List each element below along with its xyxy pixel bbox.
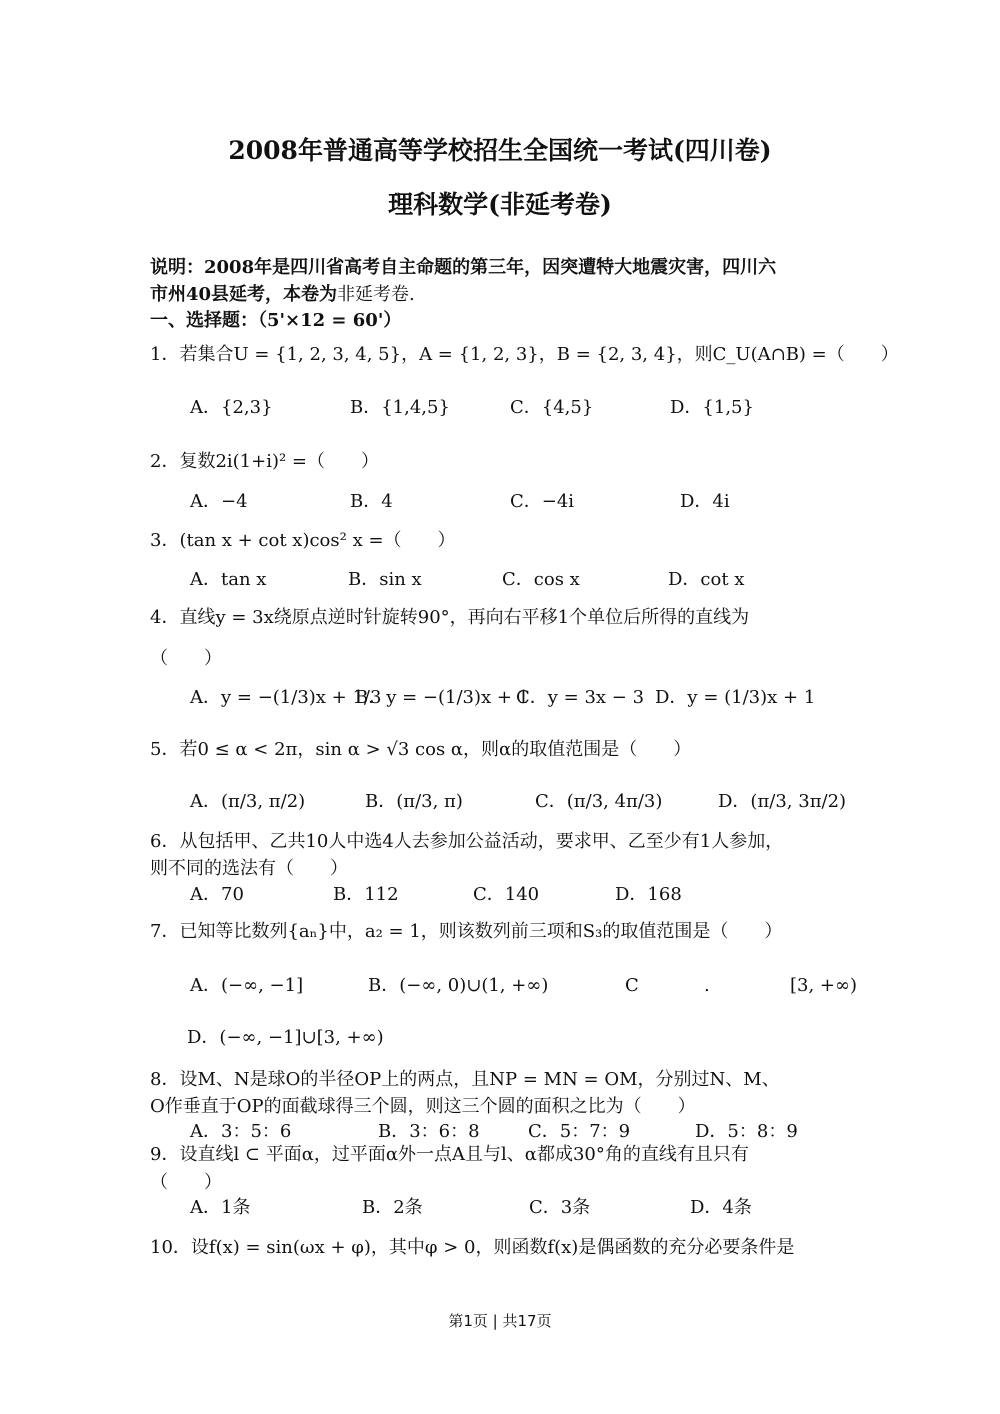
question-2-stem: 2．复数2i(1+i)² =（ ） xyxy=(150,451,380,472)
q2-option-d: D．4i xyxy=(680,491,730,512)
q4-option-d: D．y = (1/3)x + 1 xyxy=(655,687,816,708)
note-line-2-normal: 非延考卷. xyxy=(337,284,415,305)
question-7-stem: 7．已知等比数列{aₙ}中，a₂ = 1，则该数列前三项和S₃的取值范围是（ ） xyxy=(150,921,783,942)
question-7-option-d-row xyxy=(0,1018,1000,1058)
question-5-stem: 5．若0 ≤ α < 2π，sin α > √3 cos α，则α的取值范围是（ ） xyxy=(150,739,692,760)
exam-subtitle: 理科数学(非延考卷) xyxy=(388,190,612,219)
q4-option-a: A．y = −(1/3)x + 1/3 xyxy=(190,687,382,708)
question-8-stem: 8．设M、N是球O的半径OP上的两点，且NP = MN = OM，分别过N、M、 xyxy=(150,1069,780,1090)
q9-option-d: D．4条 xyxy=(690,1197,752,1218)
q1-option-c: C．{4,5} xyxy=(510,397,594,418)
question-2-options xyxy=(0,482,1000,522)
q7-option-b: B．(−∞, 0)∪(1, +∞) xyxy=(368,975,549,996)
q1-option-a: A．{2,3} xyxy=(190,397,273,418)
question-6-options xyxy=(0,875,1000,915)
q4-option-c: C．y = 3x − 3 xyxy=(516,687,645,708)
q5-option-a: A．(π/3, π/2) xyxy=(190,791,306,812)
q3-option-c: C．cos x xyxy=(502,569,580,590)
q3-option-a: A．tan x xyxy=(190,569,267,590)
q3-option-b: B．sin x xyxy=(348,569,422,590)
question-1-stem: 1．若集合U = {1, 2, 3, 4, 5}，A = {1, 2, 3}，B = {2, 3, 4}，则C_U(A∩B) =（ ） xyxy=(150,344,899,365)
question-4-stem-2: （ ） xyxy=(150,648,222,669)
q5-option-b: B．(π/3, π) xyxy=(365,791,463,812)
q7-option-c-value: [3, +∞) xyxy=(790,975,858,996)
question-6-stem-2: 则不同的选法有（ ） xyxy=(150,858,348,879)
q6-option-a: A．70 xyxy=(190,884,244,905)
q5-option-c: C．(π/3, 4π/3) xyxy=(535,791,663,812)
q1-option-d: D．{1,5} xyxy=(670,397,754,418)
question-7-options xyxy=(0,966,1000,1006)
q6-option-b: B．112 xyxy=(333,884,399,905)
q9-option-c: C．3条 xyxy=(529,1197,591,1218)
question-8-stem-2: O作垂直于OP的面截球得三个圆，则这三个圆的面积之比为（ ） xyxy=(150,1096,696,1117)
q7-option-d: D．(−∞, −1]∪[3, +∞) xyxy=(187,1027,384,1048)
q9-option-a: A．1条 xyxy=(190,1197,251,1218)
page-footer: 第1页 | 共17页 xyxy=(448,1312,552,1330)
q6-option-c: C．140 xyxy=(473,884,540,905)
q2-option-a: A．−4 xyxy=(190,491,248,512)
question-9-stem-2: （ ） xyxy=(150,1172,222,1193)
q6-option-d: D．168 xyxy=(615,884,682,905)
question-6-stem: 6．从包括甲、乙共10人中选4人去参加公益活动，要求甲、乙至少有1人参加， xyxy=(150,831,784,852)
q7-option-c-label: C xyxy=(625,975,639,996)
question-1-options xyxy=(0,388,1000,428)
q7-option-c-dot: . xyxy=(704,975,710,996)
question-3-stem: 3．(tan x + cot x)cos² x =（ ） xyxy=(150,530,456,551)
question-9-stem: 9．设直线l ⊂ 平面α，过平面α外一点A且与l、α都成30°角的直线有且只有 xyxy=(150,1144,749,1165)
q5-option-d: D．(π/3, 3π/2) xyxy=(718,791,847,812)
q8-option-b: B．3：6：8 xyxy=(378,1121,480,1142)
q1-option-b: B．{1,4,5} xyxy=(350,397,450,418)
exam-title: 2008年普通高等学校招生全国统一考试(四川卷) xyxy=(228,136,772,165)
q8-option-d: D．5：8：9 xyxy=(695,1121,798,1142)
question-9-options xyxy=(0,1188,1000,1228)
section-heading: 一、选择题：（5'×12 = 60'） xyxy=(150,310,402,331)
question-4-options xyxy=(0,678,1000,718)
q2-option-b: B．4 xyxy=(350,491,393,512)
q2-option-c: C．−4i xyxy=(510,491,575,512)
q9-option-b: B．2条 xyxy=(362,1197,423,1218)
question-4-stem: 4．直线y = 3x绕原点逆时针旋转90°，再向右平移1个单位后所得的直线为 xyxy=(150,607,750,628)
note-line-2 xyxy=(150,283,415,307)
q3-option-d: D．cot x xyxy=(668,569,745,590)
q8-option-c: C．5：7：9 xyxy=(528,1121,631,1142)
q4-option-b: B．y = −(1/3)x + 1 xyxy=(355,687,530,708)
question-10-stem: 10．设f(x) = sin(ωx + φ)，其中φ > 0，则函数f(x)是偶函数的充分必要条件是 xyxy=(150,1237,795,1258)
question-3-options xyxy=(0,560,1000,600)
q8-option-a: A．3：5：6 xyxy=(190,1121,292,1142)
question-5-options xyxy=(0,782,1000,822)
note-line-2-bold: 市州40县延考，本卷为 xyxy=(150,284,338,305)
q7-option-a: A．(−∞, −1] xyxy=(190,975,304,996)
note-line-1: 说明：2008年是四川省高考自主命题的第三年，因突遭特大地震灾害，四川六 xyxy=(150,257,777,278)
